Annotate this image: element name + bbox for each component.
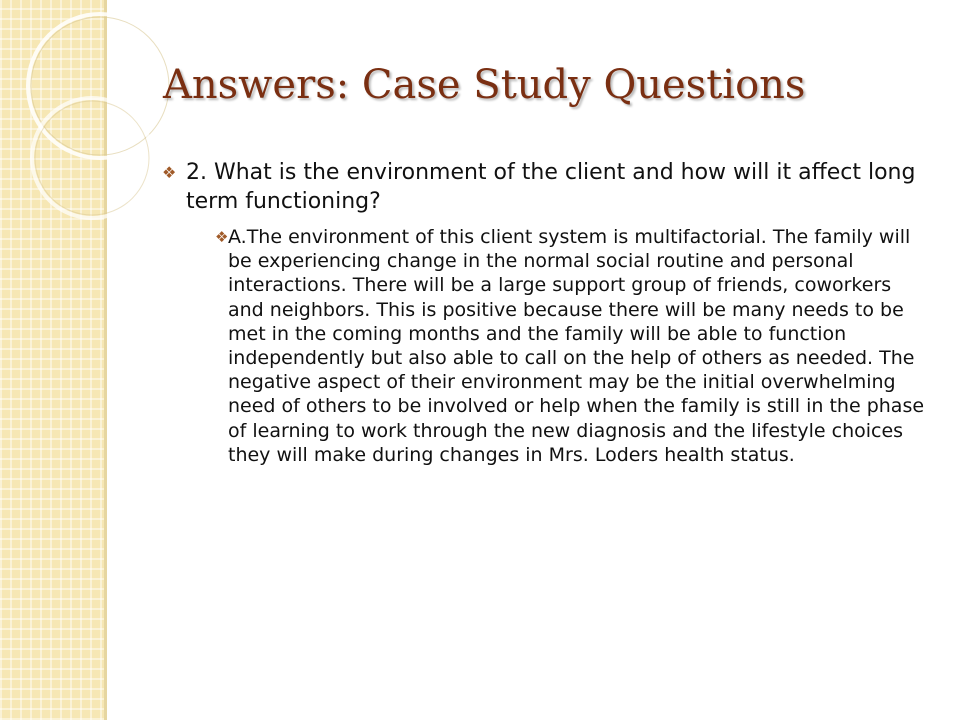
question-text: 2. What is the environment of the client and how will it affect long term functioning? xyxy=(186,160,916,214)
bullet-question xyxy=(162,158,922,216)
sub-bullet-marker-icon: ❖ xyxy=(215,228,229,246)
slide-title: Answers: Case Study Questions xyxy=(163,62,806,108)
answer-text: A.The environment of this client system is multifactorial. The family will be experiencing change in the normal social routine and personal interactions. There will be a large support group of friends, coworkers and neighbors. This is positive because there will be many needs to be met in the coming months and the family will be able to function independently but also able to call on the help of others as needed. The negative aspect of their environment may be the initial overwhelming need of others to be involved or help when the family is still in the phase of learning to work through the new diagnosis and the lifestyle choices they will make during changes in Mrs. Loders health status. xyxy=(228,226,925,466)
bullet-answer xyxy=(215,225,930,467)
bullet-marker-icon: ❖ xyxy=(162,163,177,182)
decorative-rings xyxy=(0,0,180,260)
